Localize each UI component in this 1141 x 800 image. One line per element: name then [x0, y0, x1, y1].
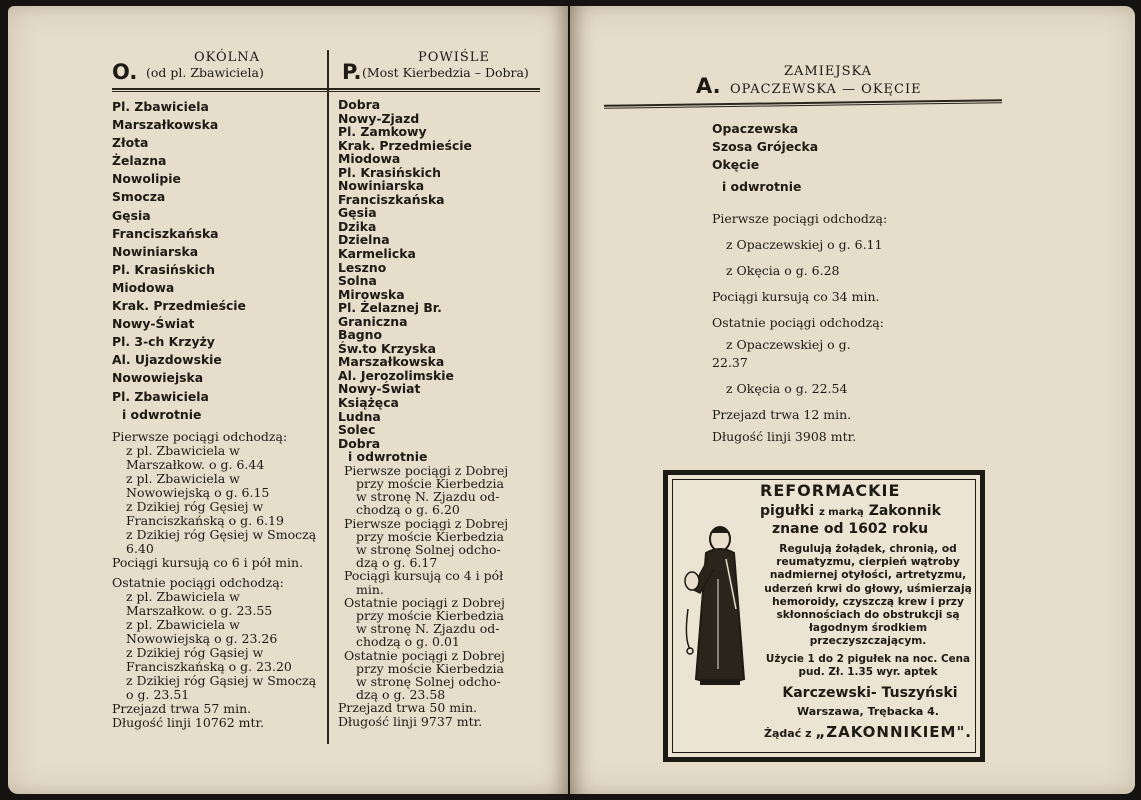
text-line: przy moście Kierbedzia: [356, 660, 504, 676]
route-p-column: [338, 98, 543, 728]
street-item: Dzika: [338, 218, 377, 234]
route-letter: P.: [342, 60, 362, 84]
street-item: Książęca: [338, 395, 399, 411]
text-line: Ostatnie pociągi z Dobrej: [344, 594, 505, 610]
street-item: Mirowska: [338, 286, 405, 302]
ad-since-line: znane od 1602 roku: [772, 521, 929, 537]
street-item: Nowiniarska: [112, 243, 199, 259]
street-item: Pl. Żelaznej Br.: [338, 300, 442, 316]
text-line: dzą o g. 6.17: [356, 555, 438, 571]
street-item: Al. Jerozolimskie: [338, 367, 454, 383]
street-item: Franciszkańska: [112, 225, 219, 241]
return-label: i odwrotnie: [348, 449, 428, 465]
first-trains-a: [338, 464, 543, 517]
route-subtitle: (Most Kierbedzia – Dobra): [362, 65, 529, 80]
first-trains-label: Pierwsze pociągi odchodzą:: [712, 211, 888, 226]
text-line: min.: [356, 581, 384, 597]
ad-text: Zakonnik: [868, 503, 941, 519]
frequency-text: [338, 569, 543, 595]
text-line: w stronę Solnej odcho-: [356, 541, 501, 557]
route-a-column: [712, 120, 922, 448]
departure-item: z Dzikiej róg Gąsiej w Franciszkańską o g. 23.20: [126, 644, 292, 674]
ad-text: „ZAKONNIKIEM".: [815, 723, 972, 741]
first-trains-label: Pierwsze pociągi odchodzą:: [112, 428, 288, 444]
ad-text: z: [805, 727, 812, 740]
ad-text: Żądać: [764, 727, 802, 740]
ad-product-line: [760, 503, 941, 519]
column-divider: [327, 50, 329, 744]
first-trains-b: [338, 517, 543, 570]
street-item: Solec: [338, 422, 376, 438]
street-item: Gęsia: [338, 205, 377, 221]
street-item: Złota: [112, 135, 149, 151]
street-item: Pl. Zamkowy: [338, 124, 427, 140]
text-line: Przejazd trwa 50 min.: [338, 700, 478, 716]
text-line: chodzą o g. 6.20: [356, 502, 460, 518]
route-o-header: [112, 48, 322, 88]
last-trains-label: Ostatnie pociągi odchodzą:: [112, 574, 284, 590]
ad-demand: [760, 723, 976, 741]
departure-item: z Opaczewskiej o g. 6.11: [726, 237, 883, 252]
street-item: Nowy-Świat: [112, 316, 195, 332]
ad-firm: Karczewski- Tuszyński: [782, 685, 958, 701]
street-item: Dobra: [338, 97, 381, 112]
departure-item: z Opaczewskiej o g.: [726, 337, 851, 352]
duration-text: Przejazd trwa 12 min.: [712, 407, 852, 422]
length-text: Długość linji 10762 mtr.: [112, 714, 265, 730]
last-trains-b: [338, 649, 543, 702]
departure-item: z Dzikiej róg Gęsiej w Franciszkańską o g. 6.19: [126, 498, 284, 528]
street-item: Nowowiejska: [112, 370, 204, 386]
route-subtitle: OPACZEWSKA — OKĘCIE: [730, 82, 922, 97]
last-trains-a: [338, 596, 543, 649]
departure-item: z Dzikiej róg Gęsiej w Smoczą 6.40: [126, 526, 317, 556]
duration-text: Przejazd trwa 57 min.: [112, 700, 252, 716]
text-line: w stronę Solnej odcho-: [356, 674, 501, 690]
street-item: Marszałkowska: [112, 117, 219, 133]
text-line: w stronę N. Zjazdu od-: [356, 489, 500, 505]
street-item: Leszno: [338, 259, 387, 275]
route-o-column: [112, 98, 317, 730]
frequency-text: Pociągi kursują co 34 min.: [712, 289, 880, 304]
street-item: Pl. 3-ch Krzyży: [112, 334, 215, 350]
street-item: Dobra: [338, 435, 381, 451]
length-text: Długość linji 3908 mtr.: [712, 429, 857, 444]
route-subtitle: (od pl. Zbawiciela): [146, 65, 264, 80]
ad-address: Warszawa, Trębacka 4.: [797, 705, 939, 718]
street-list: [338, 98, 543, 464]
street-item: Bagno: [338, 327, 383, 343]
text-line: przy moście Kierbedzia: [356, 528, 504, 544]
departure-item: z Okęcia o g. 6.28: [726, 263, 840, 278]
street-item: Krak. Przedmieście: [112, 298, 246, 314]
street-item: Al. Ujazdowskie: [112, 352, 222, 368]
ad-text: z marką: [819, 507, 864, 518]
street-item: Św.to Krzyska: [338, 340, 437, 356]
street-item: Krak. Przedmieście: [338, 137, 472, 153]
street-item: Marszałkowska: [338, 354, 445, 370]
route-name: OKÓLNA: [194, 50, 261, 65]
street-item: Franciszkańska: [338, 191, 445, 207]
departure-item: z pl. Zbawiciela w Marszałkow. o g. 23.55: [126, 588, 273, 618]
right-page: [570, 6, 1135, 794]
route-letter: O.: [112, 60, 138, 84]
street-item: Gęsia: [112, 207, 151, 223]
ad-text: pigułki: [760, 503, 815, 519]
street-item: Okęcie: [712, 157, 760, 172]
route-a-header: [696, 62, 996, 102]
departure-item: z Okęcia o g. 22.54: [726, 381, 848, 396]
departure-item: z pl. Zbawiciela w Nowowiejską o g. 23.26: [126, 616, 278, 646]
text-line: przy moście Kierbedzia: [356, 475, 504, 491]
street-item: Nowy-Świat: [338, 381, 421, 397]
street-item: Nowolipie: [112, 171, 181, 187]
text-line: Pierwsze pociągi z Dobrej: [344, 515, 509, 531]
street-item: Pl. Zbawiciela: [112, 99, 209, 114]
text-line: przy moście Kierbedzia: [356, 608, 504, 623]
street-item: Ludna: [338, 408, 381, 424]
street-list: [712, 120, 922, 196]
street-item: Solna: [338, 273, 377, 289]
length-text: [338, 715, 543, 728]
monk-illustration: [678, 519, 758, 699]
street-item: Nowiniarska: [338, 178, 425, 194]
text-line: chodzą o g. 0.01: [356, 634, 460, 650]
street-item: Graniczna: [338, 313, 408, 329]
text-line: dzą o g. 23.58: [356, 687, 446, 703]
frequency-text: Pociągi kursują co 6 i pół min.: [112, 554, 304, 570]
return-label: i odwrotnie: [122, 406, 202, 422]
street-list: [112, 98, 317, 424]
route-p-header: [342, 48, 552, 88]
route-name: ZAMIEJSKA: [784, 64, 873, 79]
advertisement: [663, 470, 985, 762]
route-name: POWIŚLE: [418, 50, 490, 65]
street-item: Żelazna: [112, 153, 167, 169]
street-item: Smocza: [112, 189, 166, 205]
departure-item: z Dzikiej róg Gąsiej w Smoczą o g. 23.51: [126, 672, 317, 702]
street-item: Pl. Zbawiciela: [112, 388, 209, 404]
street-item: Karmelicka: [338, 246, 416, 262]
street-item: Dzielna: [338, 232, 390, 248]
last-trains-label: Ostatnie pociągi odchodzą:: [712, 315, 884, 330]
text-line: Długość linji 9737 mtr.: [338, 713, 483, 729]
departure-item: z pl. Zbawiciela w Marszałkow. o g. 6.44: [126, 442, 265, 472]
departure-item: z pl. Zbawiciela w Nowowiejską o g. 6.15: [126, 470, 270, 500]
ad-dose: Użycie 1 do 2 pigułek na noc. Cena pud. Zł. 1.35 wyr. aptek: [765, 653, 971, 678]
text-line: Ostatnie pociągi z Dobrej: [344, 647, 505, 663]
street-item: Nowy-Zjazd: [338, 110, 420, 126]
street-item: Pl. Krasińskich: [112, 261, 215, 277]
street-item: Miodowa: [338, 151, 401, 167]
departure-time: 22.37: [712, 355, 748, 370]
route-letter: A.: [696, 74, 721, 98]
street-item: Szosa Grójecka: [712, 139, 819, 154]
street-item: Miodowa: [112, 279, 175, 295]
street-item: Opaczewska: [712, 121, 799, 136]
street-item: Pl. Krasińskich: [338, 164, 441, 180]
header-rule: [112, 88, 540, 90]
text-line: Pierwsze pociągi z Dobrej: [344, 462, 509, 478]
ad-heading: REFORMACKIE: [760, 481, 901, 500]
ad-body: Regulują żołądek, chronią, od reumatyzmu, cierpień wątroby nadmiernej otyłości, artretyzmu, uderzeń krwi do głowy, uśmierzają hemoroidy, czyszczą krew i przy skłonnościach do obstrukcji są łagodnym środkiem przeczyszczającym.: [764, 543, 972, 648]
header-rule: [112, 91, 540, 92]
return-label: i odwrotnie: [722, 179, 802, 194]
text-line: w stronę N. Zjazdu od-: [356, 621, 500, 637]
left-page: [8, 6, 568, 794]
text-line: Pociągi kursują co 4 i pół: [344, 568, 504, 584]
